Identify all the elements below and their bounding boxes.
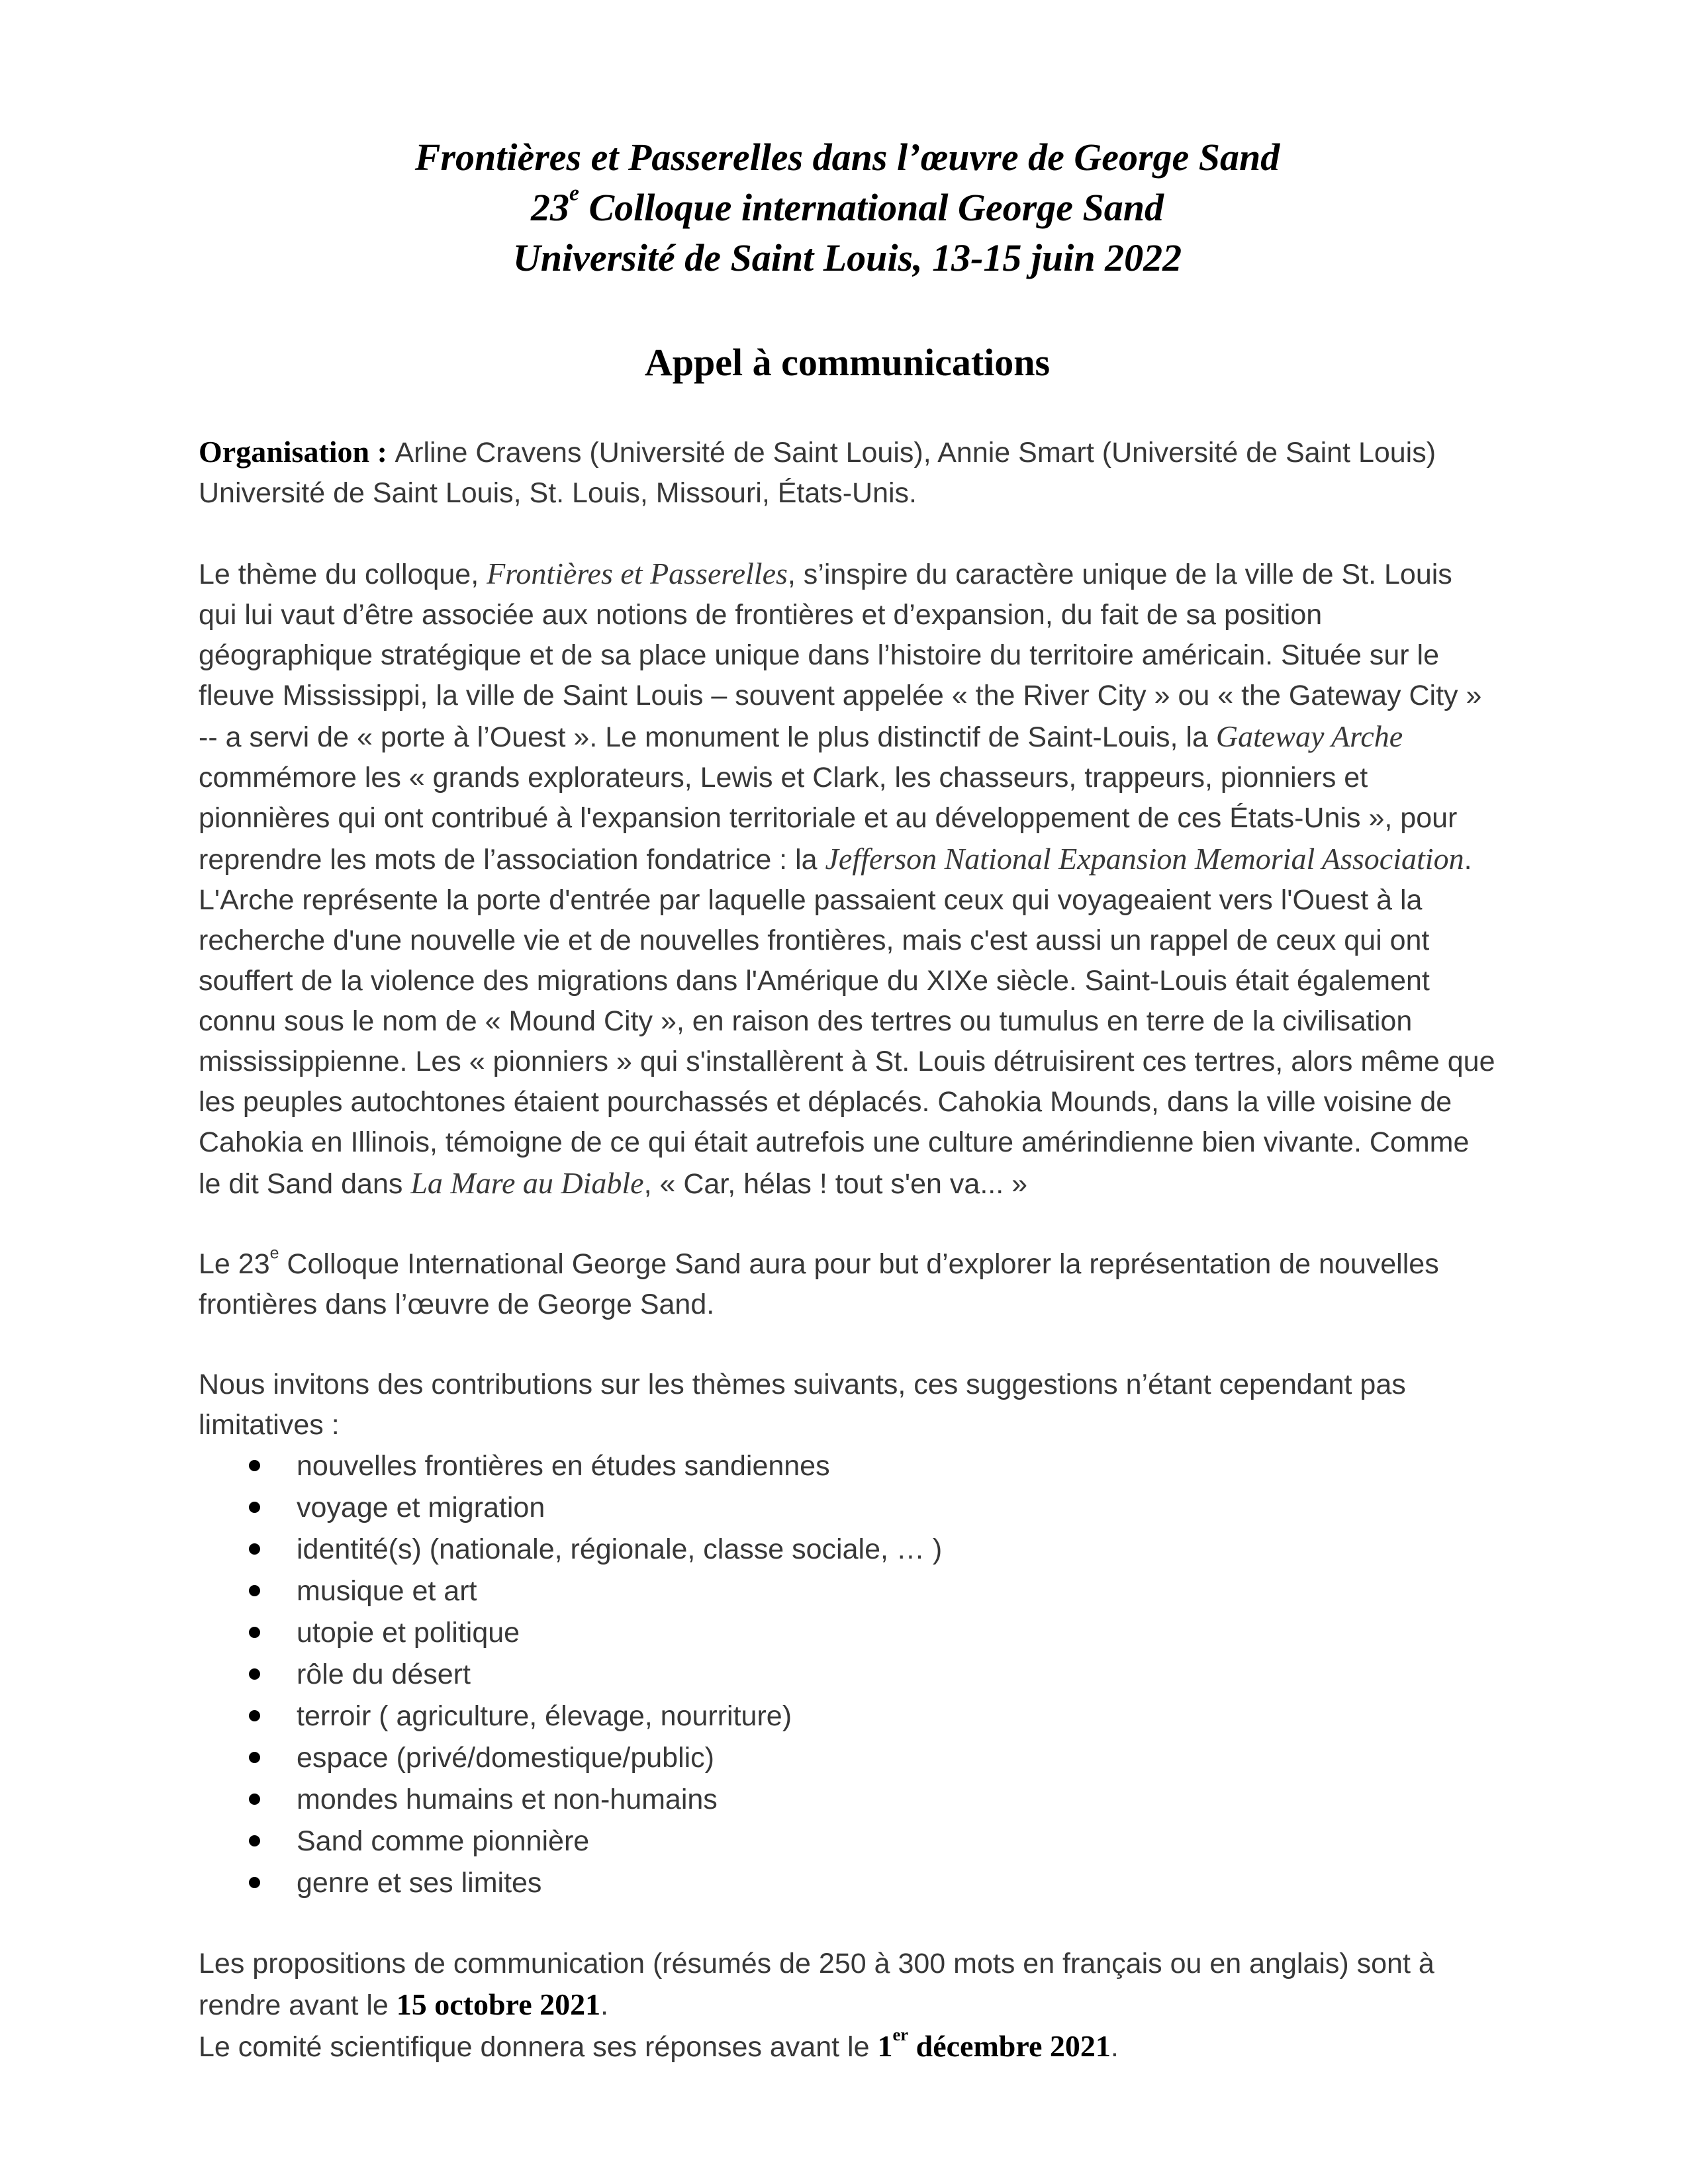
organisation-text: Arline Cravens (Université de Saint Louis), Annie Smart (Université de Saint Louis) Université de Saint Louis, St. Louis, Missouri, États-Unis. [199,437,1436,509]
title-line-2 [199,183,1496,233]
response-deadline-day: 1 [877,2029,893,2063]
deadline-paragraph [199,1944,1496,2068]
response-deadline [877,2025,1111,2063]
bullet-icon [249,1877,260,1888]
topic-label: musique et art [297,1575,477,1607]
organisation-paragraph [199,432,1496,514]
topic-label: nouvelles frontières en études sandiennes [297,1450,830,1482]
theme-italic-association: Jefferson National Expansion Memorial Association [825,842,1464,876]
theme-text-1: Le thème du colloque, [199,559,487,590]
theme-text-2: , s’inspire du caractère unique de la ville de St. Louis qui lui vaut d’être associée aux notions de frontières et d’expansion, du fait de sa position géographique stratégique et de sa place unique dans l’histoire du territoire américain. Située sur le fleuve Mississippi, la ville de Saint Louis – souvent appelée « the River City » ou « the Gateway City » -- a servi de « porte à l’Ouest ». Le monument le plus distinctif de Saint-Louis, la [199,559,1482,753]
deadline-text-2: . [600,1989,609,2021]
bullet-icon [249,1585,260,1596]
title-line-1: Frontières et Passerelles dans l’œuvre de George Sand [414,136,1280,179]
deadline-text-1: Les propositions de communication (résumés de 250 à 300 mots en français ou en anglais) sont à rendre avant le [199,1948,1434,2021]
list-item [199,1570,1496,1612]
document-page [199,132,1496,2091]
list-item [199,1862,1496,1904]
list-item [199,1612,1496,1654]
bullet-icon [249,1668,260,1680]
list-item [199,1779,1496,1821]
list-item [199,1737,1496,1779]
list-item [199,1529,1496,1570]
invite-paragraph: Nous invitons des contributions sur les thèmes suivants, ces suggestions n’étant cependant pas limitatives : [199,1369,1406,1441]
deadline-text-4: . [1110,2031,1119,2063]
topic-label: identité(s) (nationale, régionale, classe sociale, … ) [297,1533,943,1565]
list-item [199,1487,1496,1529]
topic-label: genre et ses limites [297,1867,542,1899]
theme-text-3: commémore les « grands explorateurs, Lewis et Clark, les chasseurs, trappeurs, pionniers et pionnières qui ont contribué à l'expansion territoriale et au développement de ces États-Unis », pour reprendre les mots de l’association fondatrice : la [199,762,1458,876]
goal-text-1: Le 23 [199,1248,270,1280]
bullet-icon [249,1710,260,1721]
topic-label: mondes humains et non-humains [297,1784,718,1815]
response-deadline-rest: décembre 2021 [908,2029,1111,2063]
submission-deadline: 15 octobre 2021 [396,1987,601,2021]
bullet-icon [249,1543,260,1555]
goal-superscript: e [269,1244,279,1263]
title-colloque-number: 23 [531,186,570,229]
bullet-icon [249,1794,260,1805]
topic-label: rôle du désert [297,1659,471,1690]
title-line-3: Université de Saint Louis, 13-15 juin 2022 [512,236,1182,279]
list-item [199,1696,1496,1737]
topic-label: espace (privé/domestique/public) [297,1742,714,1774]
bullet-icon [249,1835,260,1846]
title-superscript: e [569,181,579,206]
theme-paragraph [199,553,1496,1205]
goal-text-2: Colloque International George Sand aura pour but d’explorer la représentation de nouvelles frontières dans l’œuvre de George Sand. [199,1248,1439,1320]
topics-list [199,1445,1496,1904]
list-item [199,1654,1496,1696]
list-item [199,1445,1496,1487]
bullet-icon [249,1460,260,1471]
theme-text-5: , « Car, hélas ! tout s'en va... » [643,1168,1028,1200]
list-item [199,1821,1496,1862]
response-deadline-superscript: er [892,2025,909,2044]
topic-label: Sand comme pionnière [297,1825,590,1857]
theme-italic-gateway-arche: Gateway Arche [1215,719,1403,753]
bullet-icon [249,1752,260,1763]
topic-label: voyage et migration [297,1492,545,1524]
bullet-icon [249,1627,260,1638]
goal-paragraph [199,1244,1496,1325]
organisation-label: Organisation : [199,435,395,469]
bullet-icon [249,1502,260,1513]
theme-italic-mare-au-diable: La Mare au Diable [410,1166,644,1200]
title-colloque-text: Colloque international George Sand [579,186,1164,229]
deadline-text-3: Le comité scientifique donnera ses réponses avant le [199,2031,878,2063]
call-for-papers-heading: Appel à communications [644,341,1051,384]
theme-italic-frontieres: Frontières et Passerelles [487,557,788,590]
topic-label: terroir ( agriculture, élevage, nourriture) [297,1700,792,1732]
topic-label: utopie et politique [297,1617,520,1649]
document-title [199,132,1496,283]
theme-text-4: . L'Arche représente la porte d'entrée par laquelle passaient ceux qui voyageaient vers l'Ouest à la recherche d'une nouvelle vie et de nouvelles frontières, mais c'est aussi un rappel de ceux qui ont souffert de la violence des migrations dans l'Amérique du XIXe siècle. Saint-Louis était également connu sous le nom de « Mound City », en raison des tertres ou tumulus en terre de la civilisation mississippienne. Les « pionniers » qui s'installèrent à St. Louis détruisirent ces tertres, alors même que les peuples autochtones étaient pourchassés et déplacés. Cahokia Mounds, dans la ville voisine de Cahokia en Illinois, témoigne de ce qui était autrefois une culture amérindienne bien vivante. Comme le dit Sand dans [199,844,1495,1200]
